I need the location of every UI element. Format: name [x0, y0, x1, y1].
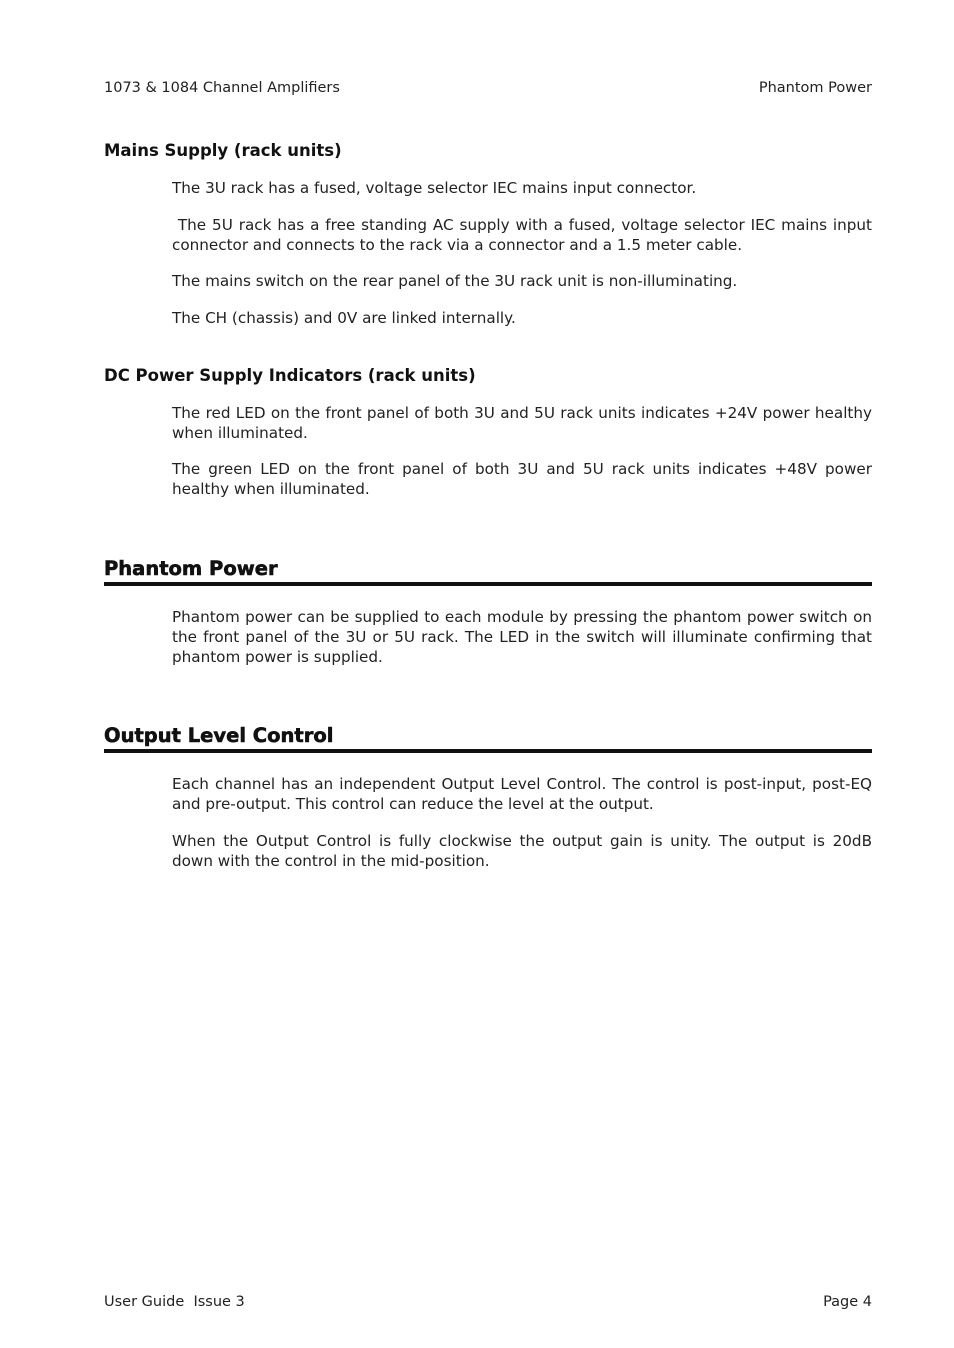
footer-document-issue: User Guide Issue 3	[104, 1294, 245, 1310]
paragraph-dc-2: The green LED on the front panel of both 3U and 5U rack units indicates +48V power healthy when illuminated.	[172, 460, 872, 498]
page-header	[104, 79, 872, 97]
paragraph-mains-2: The 5U rack has a free standing AC supply with a fused, voltage selector IEC mains input connector and connects to the rack via a connector and a 1.5 meter cable.	[172, 216, 877, 254]
paragraph-mains-3: The mains switch on the rear panel of the 3U rack unit is non-illuminating.	[172, 272, 738, 290]
section-divider	[104, 749, 872, 753]
paragraph-dc-1: The red LED on the front panel of both 3U and 5U rack units indicates +24V power healthy when illuminated.	[172, 404, 872, 442]
section-divider	[104, 582, 872, 586]
header-document-title: 1073 & 1084 Channel Amplifiers	[104, 80, 340, 96]
page-footer	[104, 1293, 872, 1311]
heading-phantom-power: Phantom Power	[104, 557, 278, 580]
paragraph-output-1: Each channel has an independent Output Level Control. The control is post-input, post-EQ and pre-output. This control can reduce the level at the output.	[172, 775, 872, 813]
heading-mains-supply: Mains Supply (rack units)	[104, 141, 342, 160]
header-section-title: Phantom Power	[758, 80, 872, 96]
paragraph-output-2: When the Output Control is fully clockwise the output gain is unity. The output is 20dB down with the control in the mid-position.	[172, 832, 872, 870]
paragraph-mains-1: The 3U rack has a fused, voltage selector IEC mains input connector.	[172, 179, 697, 197]
heading-output-level: Output Level Control	[104, 724, 334, 747]
paragraph-mains-4: The CH (chassis) and 0V are linked internally.	[172, 309, 516, 327]
heading-dc-indicators: DC Power Supply Indicators (rack units)	[104, 366, 476, 385]
paragraph-phantom-1: Phantom power can be supplied to each module by pressing the phantom power switch on the front panel of the 3U or 5U rack. The LED in the switch will illuminate confirming that phantom power is supplied.	[172, 608, 872, 666]
footer-page-number: Page 4	[823, 1294, 872, 1310]
